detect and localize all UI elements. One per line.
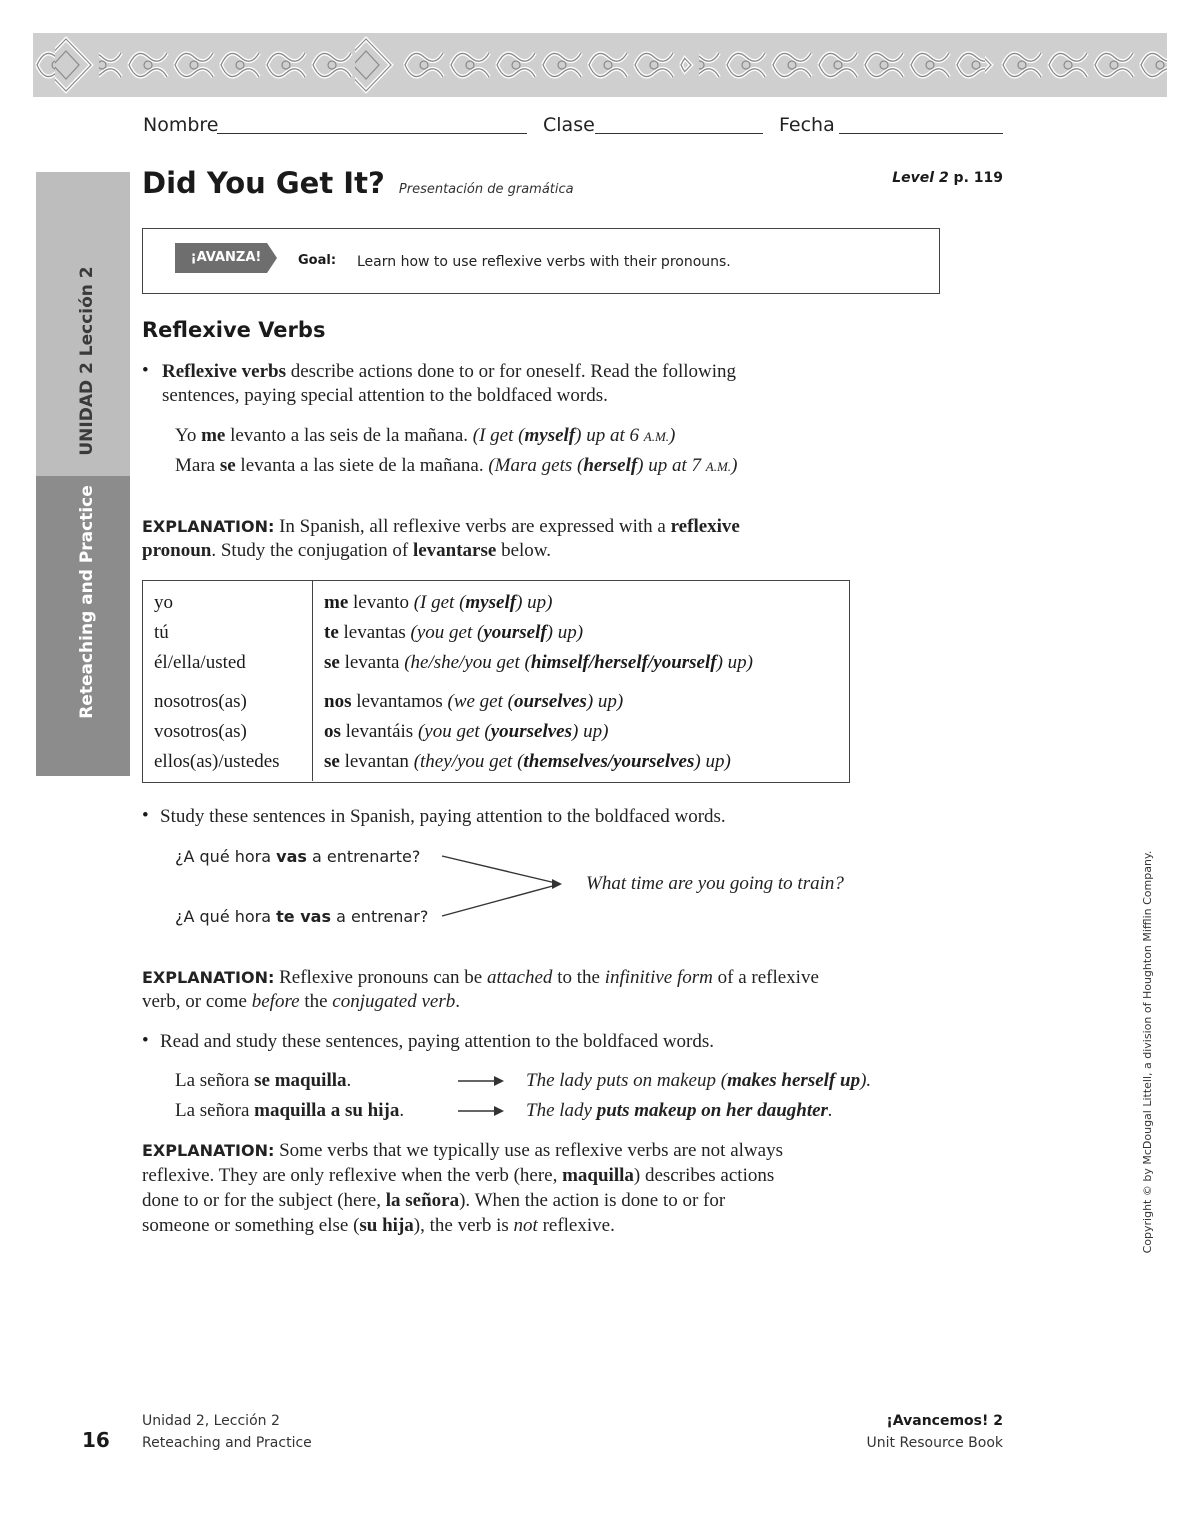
explanation-label: EXPLANATION: <box>142 1141 275 1160</box>
expl2-text: of a reflexive <box>712 967 819 988</box>
ex5-bold: se maquilla <box>254 1070 347 1091</box>
expl3-bold: maquilla <box>562 1165 634 1186</box>
expl3-bold: la señora <box>385 1190 460 1211</box>
footer-book-title: ¡Avancemos! 2 <box>886 1413 1003 1429</box>
table-trans: (they/you get ( <box>413 751 524 772</box>
level-ref-page: p. 119 <box>948 170 1003 186</box>
expl1-text: In Spanish, all reflexive verbs are expressed with a <box>274 516 671 537</box>
expl1-text: . Study the conjugation of <box>211 540 413 561</box>
goal-text: Learn how to use reflexive verbs with their pronouns. <box>357 254 731 270</box>
ex4-bold: te vas <box>276 907 331 926</box>
table-pronoun: yo <box>154 592 173 613</box>
table-form <box>324 589 552 617</box>
footer-book-subtitle: Unit Resource Book <box>866 1435 1003 1451</box>
footer-right <box>867 1410 1003 1454</box>
ex3-text: a entrenarte? <box>306 847 421 866</box>
table-row <box>143 718 849 746</box>
ex1-text: levanto a las seis de la mañana. <box>225 425 473 446</box>
table-pronoun: ellos(as)/ustedes <box>154 751 280 772</box>
expl2-italic: conjugated verb <box>332 991 456 1012</box>
clase-label: Clase <box>543 114 595 136</box>
table-trans: ) up) <box>694 751 731 772</box>
explanation-label: EXPLANATION: <box>142 517 275 536</box>
banner-pattern <box>33 33 1167 97</box>
table-form <box>324 718 608 746</box>
ex6-text: . <box>399 1100 405 1121</box>
expl2-text: . <box>455 991 460 1012</box>
table-reflexive: os <box>324 721 341 742</box>
table-row <box>143 688 849 716</box>
read-bullet-text: Read and study these sentences, paying attention to the boldfaced words. <box>160 1031 715 1052</box>
goal-box <box>142 228 940 294</box>
table-trans-bold: himself/herself/yourself <box>530 652 717 673</box>
side-tab-unit-text: UNIDAD 2 Lección 2 <box>77 266 97 456</box>
ex2-trans: ) <box>731 455 738 476</box>
table-reflexive: te <box>324 622 339 643</box>
table-form <box>324 688 623 716</box>
page-number: 16 <box>82 1428 110 1452</box>
intro-line2: sentences, paying special attention to the boldfaced words. <box>162 385 608 406</box>
fecha-line[interactable] <box>839 133 1003 134</box>
page-subtitle: Presentación de gramática <box>398 182 574 197</box>
ex1-trans-bold: myself <box>524 425 576 446</box>
footer-section: Reteaching and Practice <box>142 1435 312 1451</box>
ex1-text: Yo <box>175 425 202 446</box>
bullet-marker: • <box>142 360 149 381</box>
expl3-text: ). When the action is done to or for <box>459 1190 726 1211</box>
explanation-1 <box>142 515 862 563</box>
table-trans: (we get ( <box>447 691 514 712</box>
table-form <box>324 748 731 776</box>
ex4-text: ¿A qué hora <box>175 907 277 926</box>
expl2-text: the <box>299 991 333 1012</box>
table-trans: ) up) <box>586 691 624 712</box>
ex1-trans: ) <box>669 425 676 446</box>
expl2-italic: infinitive form <box>604 967 713 988</box>
goal-label: Goal: <box>298 253 337 268</box>
table-verb: levantamos <box>351 691 448 712</box>
intro-bold: Reflexive verbs <box>162 361 286 382</box>
ex1-trans: ) up at 6 <box>575 425 644 446</box>
ex2-text: Mara <box>175 455 220 476</box>
ex1-bold: me <box>201 425 226 446</box>
table-reflexive: nos <box>324 691 352 712</box>
decorative-banner <box>33 33 1167 97</box>
footer-unit: Unidad 2, Lección 2 <box>142 1413 280 1429</box>
explanation-label: EXPLANATION: <box>142 968 275 987</box>
ex6-trans-bold: puts makeup on her daughter <box>596 1100 828 1121</box>
table-reflexive: se <box>324 751 340 772</box>
expl3-italic: not <box>513 1215 538 1236</box>
example-sentence <box>175 1069 351 1093</box>
table-trans-bold: yourselves <box>490 721 573 742</box>
table-pronoun: él/ella/usted <box>154 652 246 673</box>
example-sentence <box>175 845 420 869</box>
level-ref-level: Level 2 <box>892 170 949 186</box>
ex2-trans: ) up at 7 <box>637 455 706 476</box>
footer-left <box>142 1410 312 1454</box>
expl3-text: reflexive. They are only reflexive when the verb (here, <box>142 1165 563 1186</box>
table-form <box>324 649 753 677</box>
table-verb: levantas <box>338 622 411 643</box>
table-trans-bold: themselves/yourselves <box>523 751 695 772</box>
ex3-text: ¿A qué hora <box>175 847 277 866</box>
table-trans-bold: myself <box>465 592 517 613</box>
bullet-marker: • <box>142 805 149 826</box>
table-reflexive: me <box>324 592 349 613</box>
table-trans: ) up) <box>716 652 753 673</box>
table-verb: levantan <box>339 751 414 772</box>
study-bullet-text: Study these sentences in Spanish, paying attention to the boldfaced words. <box>160 806 726 827</box>
right-arrow-icon <box>458 1105 504 1117</box>
expl1-bold: pronoun <box>142 540 212 561</box>
example-sentence <box>175 424 675 449</box>
expl1-text: below. <box>496 540 552 561</box>
ex2-trans-bold: herself <box>583 455 638 476</box>
ex1-am: A.M. <box>643 429 670 444</box>
table-row <box>143 589 849 617</box>
table-trans: (he/she/you get ( <box>404 652 531 673</box>
table-form <box>324 619 583 647</box>
table-verb: levantáis <box>340 721 418 742</box>
expl3-text: ) describes actions <box>633 1165 775 1186</box>
table-trans: ) up) <box>572 721 609 742</box>
ex5-text: La señora <box>175 1070 255 1091</box>
translation-text: What time are you going to train? <box>586 873 844 894</box>
expl2-text: verb, or come <box>142 991 252 1012</box>
right-arrow-icon <box>458 1075 504 1087</box>
avanza-badge-text: ¡AVANZA! <box>190 250 262 265</box>
clase-line[interactable] <box>595 133 763 134</box>
ex6-text: La señora <box>175 1100 255 1121</box>
table-trans-bold: ourselves <box>513 691 587 712</box>
table-reflexive: se <box>324 652 340 673</box>
page-title <box>142 166 574 200</box>
table-trans: (you get ( <box>417 721 491 742</box>
expl3-text: reflexive. <box>537 1215 615 1236</box>
table-pronoun: nosotros(as) <box>154 691 247 712</box>
bullet-marker: • <box>142 1030 149 1051</box>
ex2-bold: se <box>219 455 236 476</box>
intro-paragraph <box>162 360 862 408</box>
explanation-2 <box>142 966 902 1014</box>
expl1-bold: reflexive <box>670 516 740 537</box>
table-pronoun: vosotros(as) <box>154 721 247 742</box>
expl2-italic: before <box>251 991 300 1012</box>
nombre-line[interactable] <box>217 133 527 134</box>
expl2-italic: attached <box>487 967 553 988</box>
nombre-label: Nombre <box>143 114 219 136</box>
example-sentence <box>175 454 737 479</box>
example-translation <box>526 1069 871 1093</box>
example-sentence <box>175 905 428 929</box>
expl1-bold: levantarse <box>412 540 497 561</box>
expl3-bold: su hija <box>359 1215 414 1236</box>
intro-rest: describe actions done to or for oneself. Read the following <box>285 361 737 382</box>
ex2-trans: (Mara gets ( <box>488 455 584 476</box>
ex5-text: . <box>346 1070 352 1091</box>
ex5-trans: The lady puts on makeup ( <box>526 1070 728 1091</box>
expl3-text: done to or for the subject (here, <box>142 1190 386 1211</box>
expl3-text: Some verbs that we typically use as reflexive verbs are not always <box>274 1140 783 1161</box>
table-trans: ) up) <box>546 622 584 643</box>
level-reference <box>892 170 1003 186</box>
table-pronoun: tú <box>154 622 169 643</box>
side-tab-section-text: Reteaching and Practice <box>77 485 97 719</box>
table-trans-bold: yourself <box>483 622 547 643</box>
table-verb: levanta <box>339 652 405 673</box>
table-trans: (you get ( <box>410 622 484 643</box>
example-translation <box>526 1099 833 1123</box>
ex3-bold: vas <box>276 847 307 866</box>
ex6-trans: . <box>827 1100 833 1121</box>
ex2-am: A.M. <box>705 459 732 474</box>
ex4-text: a entrenar? <box>330 907 429 926</box>
converging-arrows <box>440 846 570 926</box>
table-row <box>143 748 849 776</box>
fecha-label: Fecha <box>779 114 835 136</box>
table-row <box>143 619 849 647</box>
conjugation-table <box>142 580 850 783</box>
table-verb: levanto <box>348 592 414 613</box>
ex5-trans: ). <box>860 1070 872 1091</box>
table-trans: ) up) <box>516 592 553 613</box>
expl2-text: Reflexive pronouns can be <box>274 967 487 988</box>
student-info-fields <box>143 114 1003 140</box>
table-row <box>143 649 849 677</box>
ex2-text: levanta a las siete de la mañana. <box>235 455 489 476</box>
ex5-trans-bold: makes herself up <box>727 1070 861 1091</box>
expl3-text: ), the verb is <box>413 1215 514 1236</box>
ex6-trans: The lady <box>526 1100 597 1121</box>
copyright-notice: Copyright © by McDougal Littell, a division of Houghton Mifflin Company. <box>1141 850 1154 1254</box>
table-trans: (I get ( <box>413 592 466 613</box>
page-title-main: Did You Get It? <box>142 166 385 200</box>
explanation-3 <box>142 1138 902 1238</box>
ex6-bold: maquilla a su hija <box>254 1100 400 1121</box>
ex1-trans: (I get ( <box>472 425 525 446</box>
example-sentence <box>175 1099 404 1123</box>
expl3-text: someone or something else ( <box>142 1215 360 1236</box>
section-title: Reflexive Verbs <box>142 318 326 342</box>
avanza-badge <box>175 243 277 273</box>
expl2-text: to the <box>552 967 605 988</box>
